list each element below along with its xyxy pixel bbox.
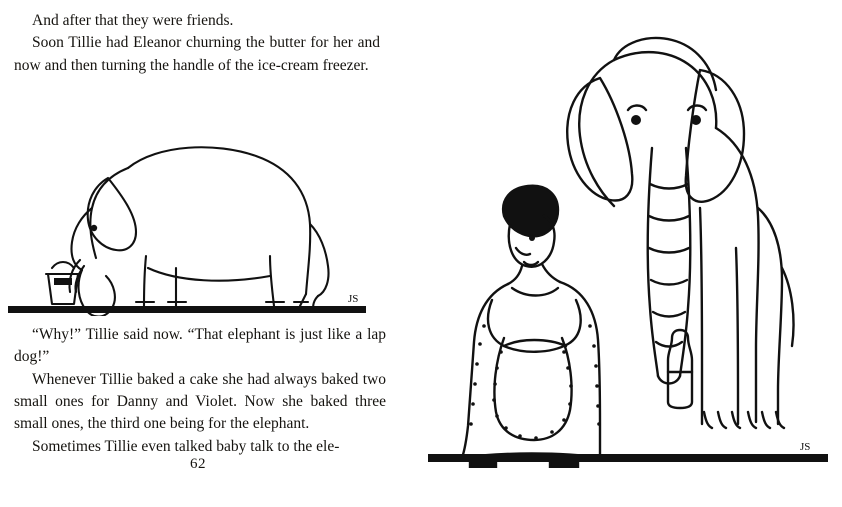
paragraph: And after that they were friends. — [32, 12, 234, 29]
illustration-right-elephant-and-woman — [400, 8, 838, 468]
left-text-column — [8, 4, 398, 494]
elephant-eye-left — [631, 115, 641, 125]
ground-line — [428, 454, 828, 462]
apron-trim — [492, 350, 573, 440]
elephant-eye-right — [691, 115, 701, 125]
top-text-block — [14, 10, 384, 77]
artist-signature: JS — [800, 441, 811, 453]
paragraph: Soon Tillie had Eleanor churning the butter for her and now and then turning the handle of the ice-cream freezer. — [14, 34, 380, 74]
paragraph: Whenever Tillie baked a cake she had always baked two small ones for Danny and Violet. Now she baked three small ones, the third one being for the elephant. — [14, 370, 386, 433]
woman-eye — [529, 235, 535, 241]
bottom-text-block — [14, 324, 388, 458]
elephant-drawing-small — [8, 116, 398, 316]
artist-signature: JS — [348, 293, 359, 305]
ground-line — [8, 306, 366, 313]
woman-dress-left — [462, 284, 508, 458]
elephant-ear-left — [567, 78, 632, 200]
page-number: 62 — [190, 456, 206, 472]
paragraph: “Why!” Tillie said now. “That elephant is just like a lap dog!” — [14, 326, 386, 366]
elephant-front-leg — [700, 208, 702, 424]
woman-hair — [503, 186, 558, 237]
illustration-left-elephant — [8, 116, 398, 316]
paragraph: Sometimes Tillie even talked baby talk to the ele- — [32, 437, 340, 455]
elephant-woman-drawing — [400, 8, 838, 468]
woman-apron — [494, 338, 571, 440]
